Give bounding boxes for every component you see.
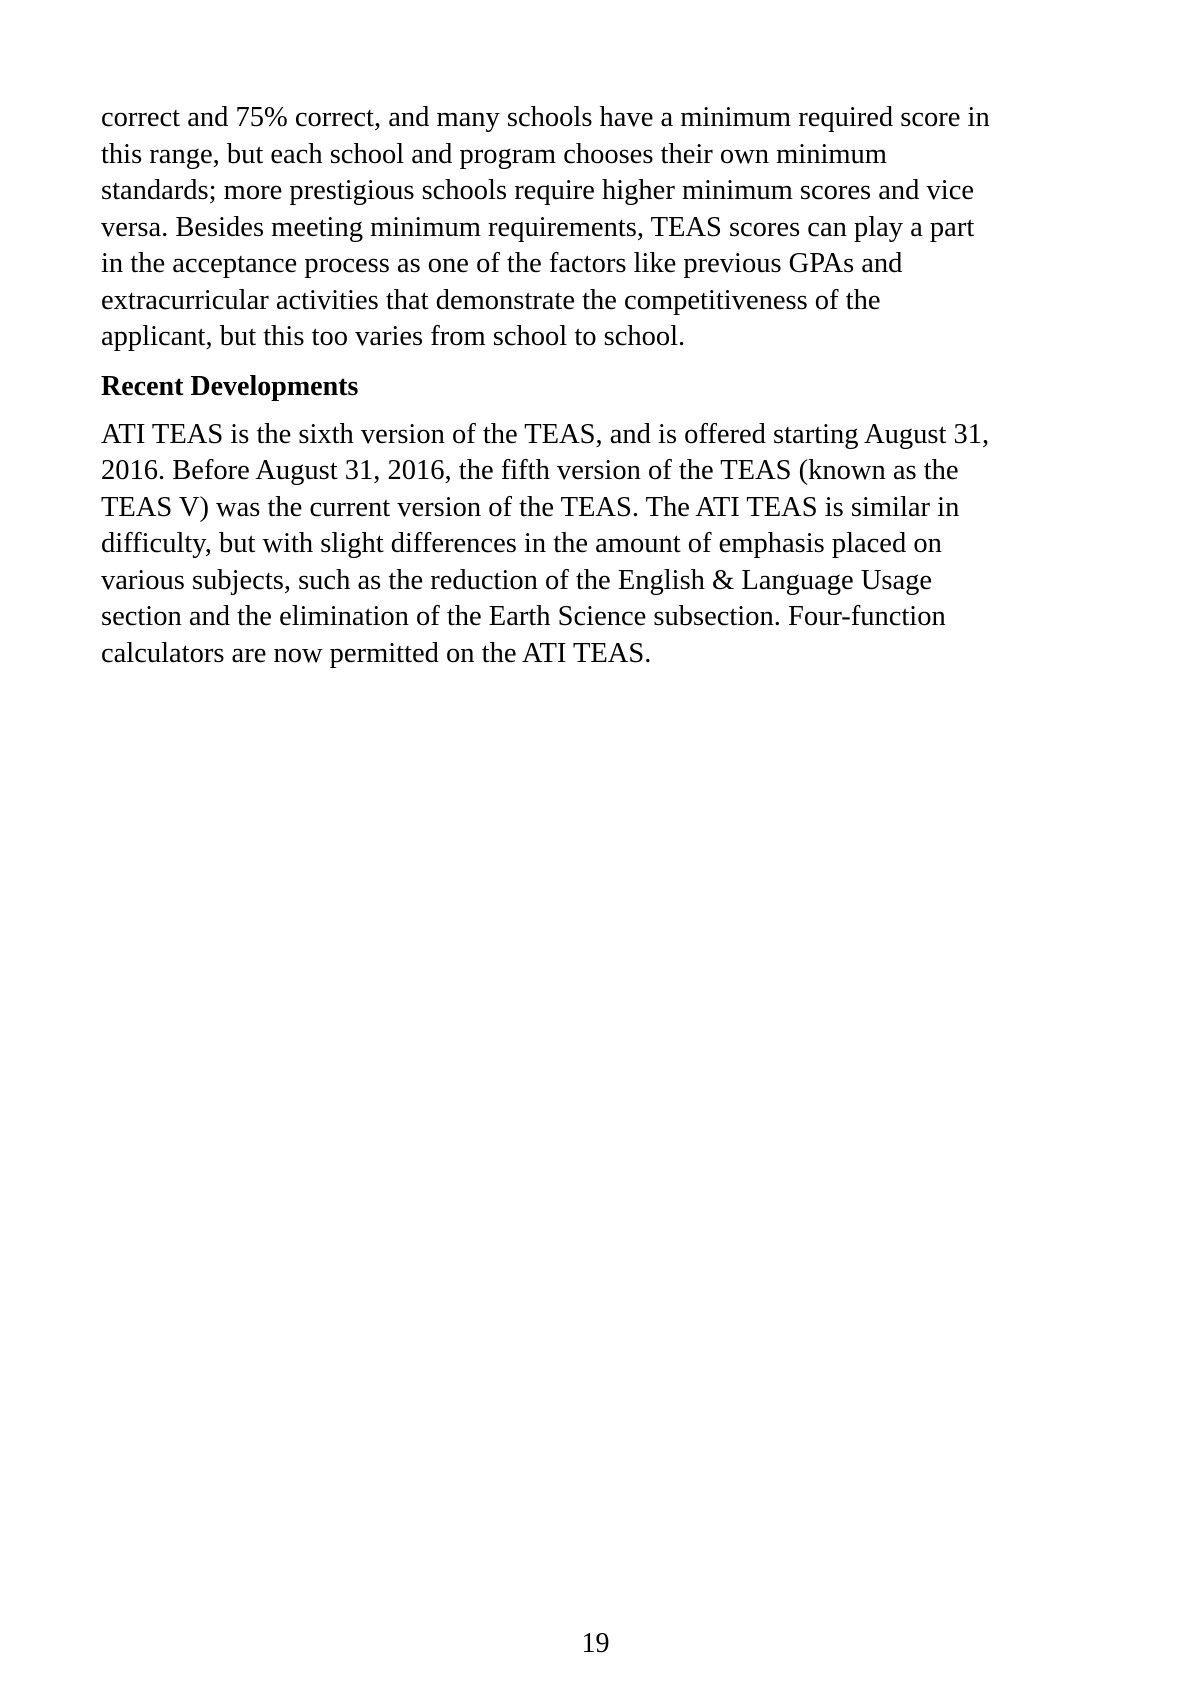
- paragraph-score-requirements: [101, 100, 1101, 356]
- paragraph-line: this range, but each school and program chooses their own minimum: [101, 138, 887, 170]
- paragraph-line: ATI TEAS is the sixth version of the TEAS, and is offered starting August 31,: [101, 418, 990, 450]
- page-content: [101, 100, 1101, 672]
- paragraph-line: difficulty, but with slight differences in the amount of emphasis placed on: [101, 528, 942, 559]
- paragraph-line: in the acceptance process as one of the factors like previous GPAs and: [101, 248, 903, 279]
- paragraph-line: various subjects, such as the reduction of the English & Language Usage: [101, 564, 933, 596]
- paragraph-recent-developments: [101, 417, 1101, 673]
- section-heading: Recent Developments: [101, 370, 359, 402]
- paragraph-line: calculators are now permitted on the ATI TEAS.: [101, 637, 652, 669]
- paragraph-line: correct and 75% correct, and many schools have a minimum required score in: [101, 102, 990, 133]
- page-number: 19: [581, 1628, 610, 1659]
- paragraph-line: extracurricular activities that demonstrate the competitiveness of the: [101, 284, 881, 316]
- paragraph-line: versa. Besides meeting minimum requirements, TEAS scores can play a part: [101, 211, 975, 243]
- paragraph-line: applicant, but this too varies from school to school.: [101, 321, 686, 352]
- paragraph-line: standards; more prestigious schools require higher minimum scores and vice: [101, 175, 975, 206]
- paragraph-line: section and the elimination of the Earth Science subsection. Four-function: [101, 601, 946, 632]
- paragraph-line: TEAS V) was the current version of the TEAS. The ATI TEAS is similar in: [101, 491, 960, 523]
- paragraph-line: 2016. Before August 31, 2016, the fifth version of the TEAS (known as the: [101, 455, 959, 486]
